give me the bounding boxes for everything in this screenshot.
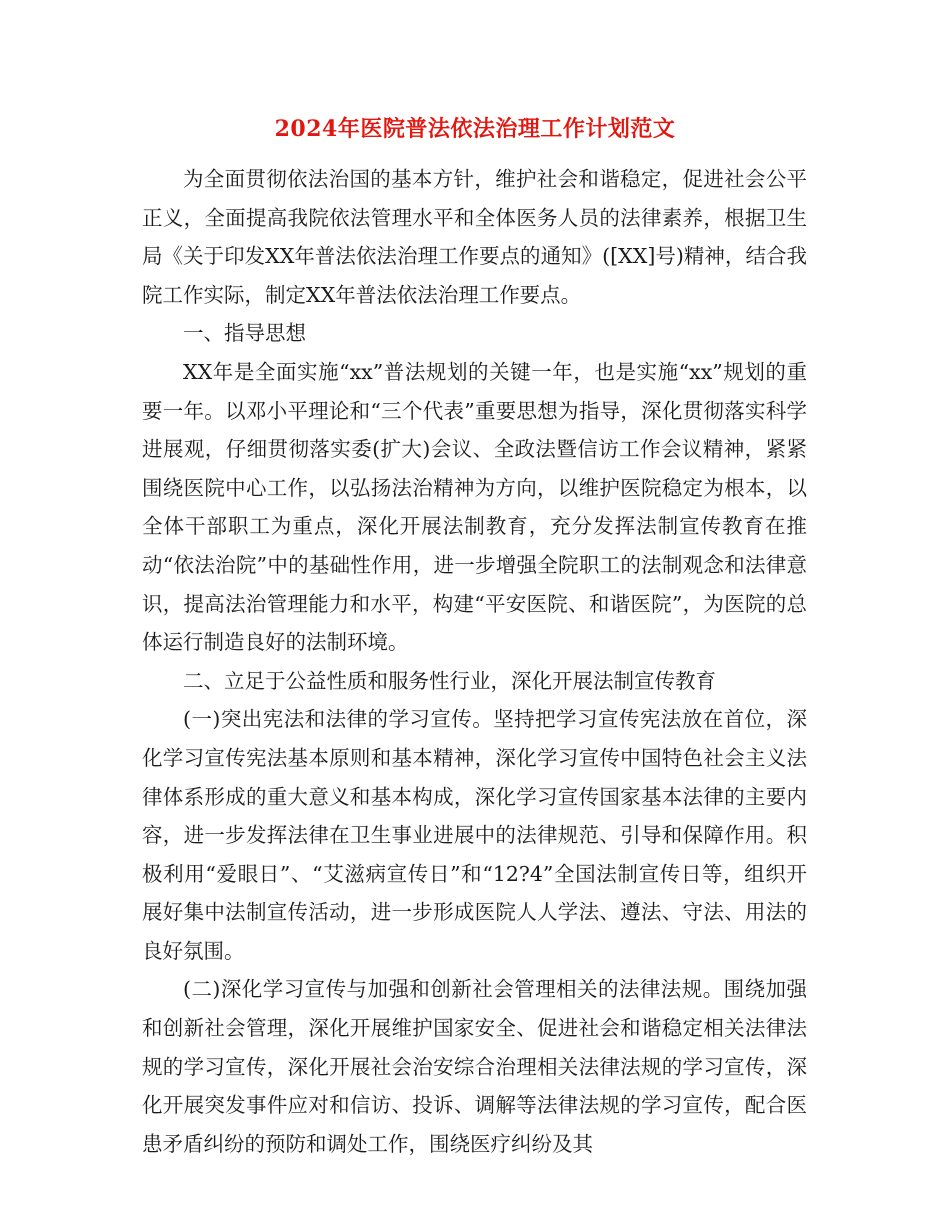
paragraph-social-management-laws: (二)深化学习宣传与加强和创新社会管理相关的法律法规。围绕加强和创新社会管理，深化开展维护国家安全、促进社会和谐稳定相关法律法规的学习宣传，深化开展社会治安综合治理相关法律法规的学习宣传，深化开展突发事件应对和信访、投诉、调解等法律法规的学习宣传，配合医患矛盾纠纷的预防和调处工作，围绕医疗纠纷及其 (142, 977, 807, 1156)
section-heading-legal-education: 二、立足于公益性质和服务性行业，深化开展法制宣传教育 (183, 668, 716, 693)
paragraph-constitution-study: (一)突出宪法和法律的学习宣传。坚持把学习宣传宪法放在首位，深化学习宣传宪法基本原则和基本精神，深化学习宣传中国特色社会主义法律体系形成的重大意义和基本构成，深化学习宣传国家基本法律的主要内容，进一步发挥法律在卫生事业进展中的法律规范、引导和保障作用。积极利用“爱眼日”、“艾滋病宣传日”和“12?4”全国法制宣传日等，组织开展好集中法制宣传活动，进一步形成医院人人学法、遵法、守法、用法的良好氛围。 (142, 707, 807, 963)
paragraph-intro: 为全面贯彻依法治国的基本方针，维护社会和谐稳定，促进社会公平正义，全面提高我院依法管理水平和全体医务人员的法律素养，根据卫生局《关于印发XX年普法依法治理工作要点的通知》([XX]号)精神，结合我院工作实际，制定XX年普法依法治理工作要点。 (142, 167, 807, 307)
document-body (142, 160, 807, 1163)
document-title: 2024年医院普法依法治理工作计划范文 (274, 116, 676, 142)
paragraph-guiding-ideology: XX年是全面实施“xx”普法规划的关键一年，也是实施“xx”规划的重要一年。以邓小平理论和“三个代表”重要思想为指导，深化贯彻落实科学进展观，仔细贯彻落实委(扩大)会议、全政法暨信访工作会议精神，紧紧围绕医院中心工作，以弘扬法治精神为方向，以维护医院稳定为根本，以全体干部职工为重点，深化开展法制教育，充分发挥法制宣传教育在推动“依法治院”中的基础性作用，进一步增强全院职工的法制观念和法律意识，提高法治管理能力和水平，构建“平安医院、和谐医院”，为医院的总体运行制造良好的法制环境。 (142, 359, 807, 655)
section-heading-guiding-ideology: 一、指导思想 (183, 321, 306, 346)
